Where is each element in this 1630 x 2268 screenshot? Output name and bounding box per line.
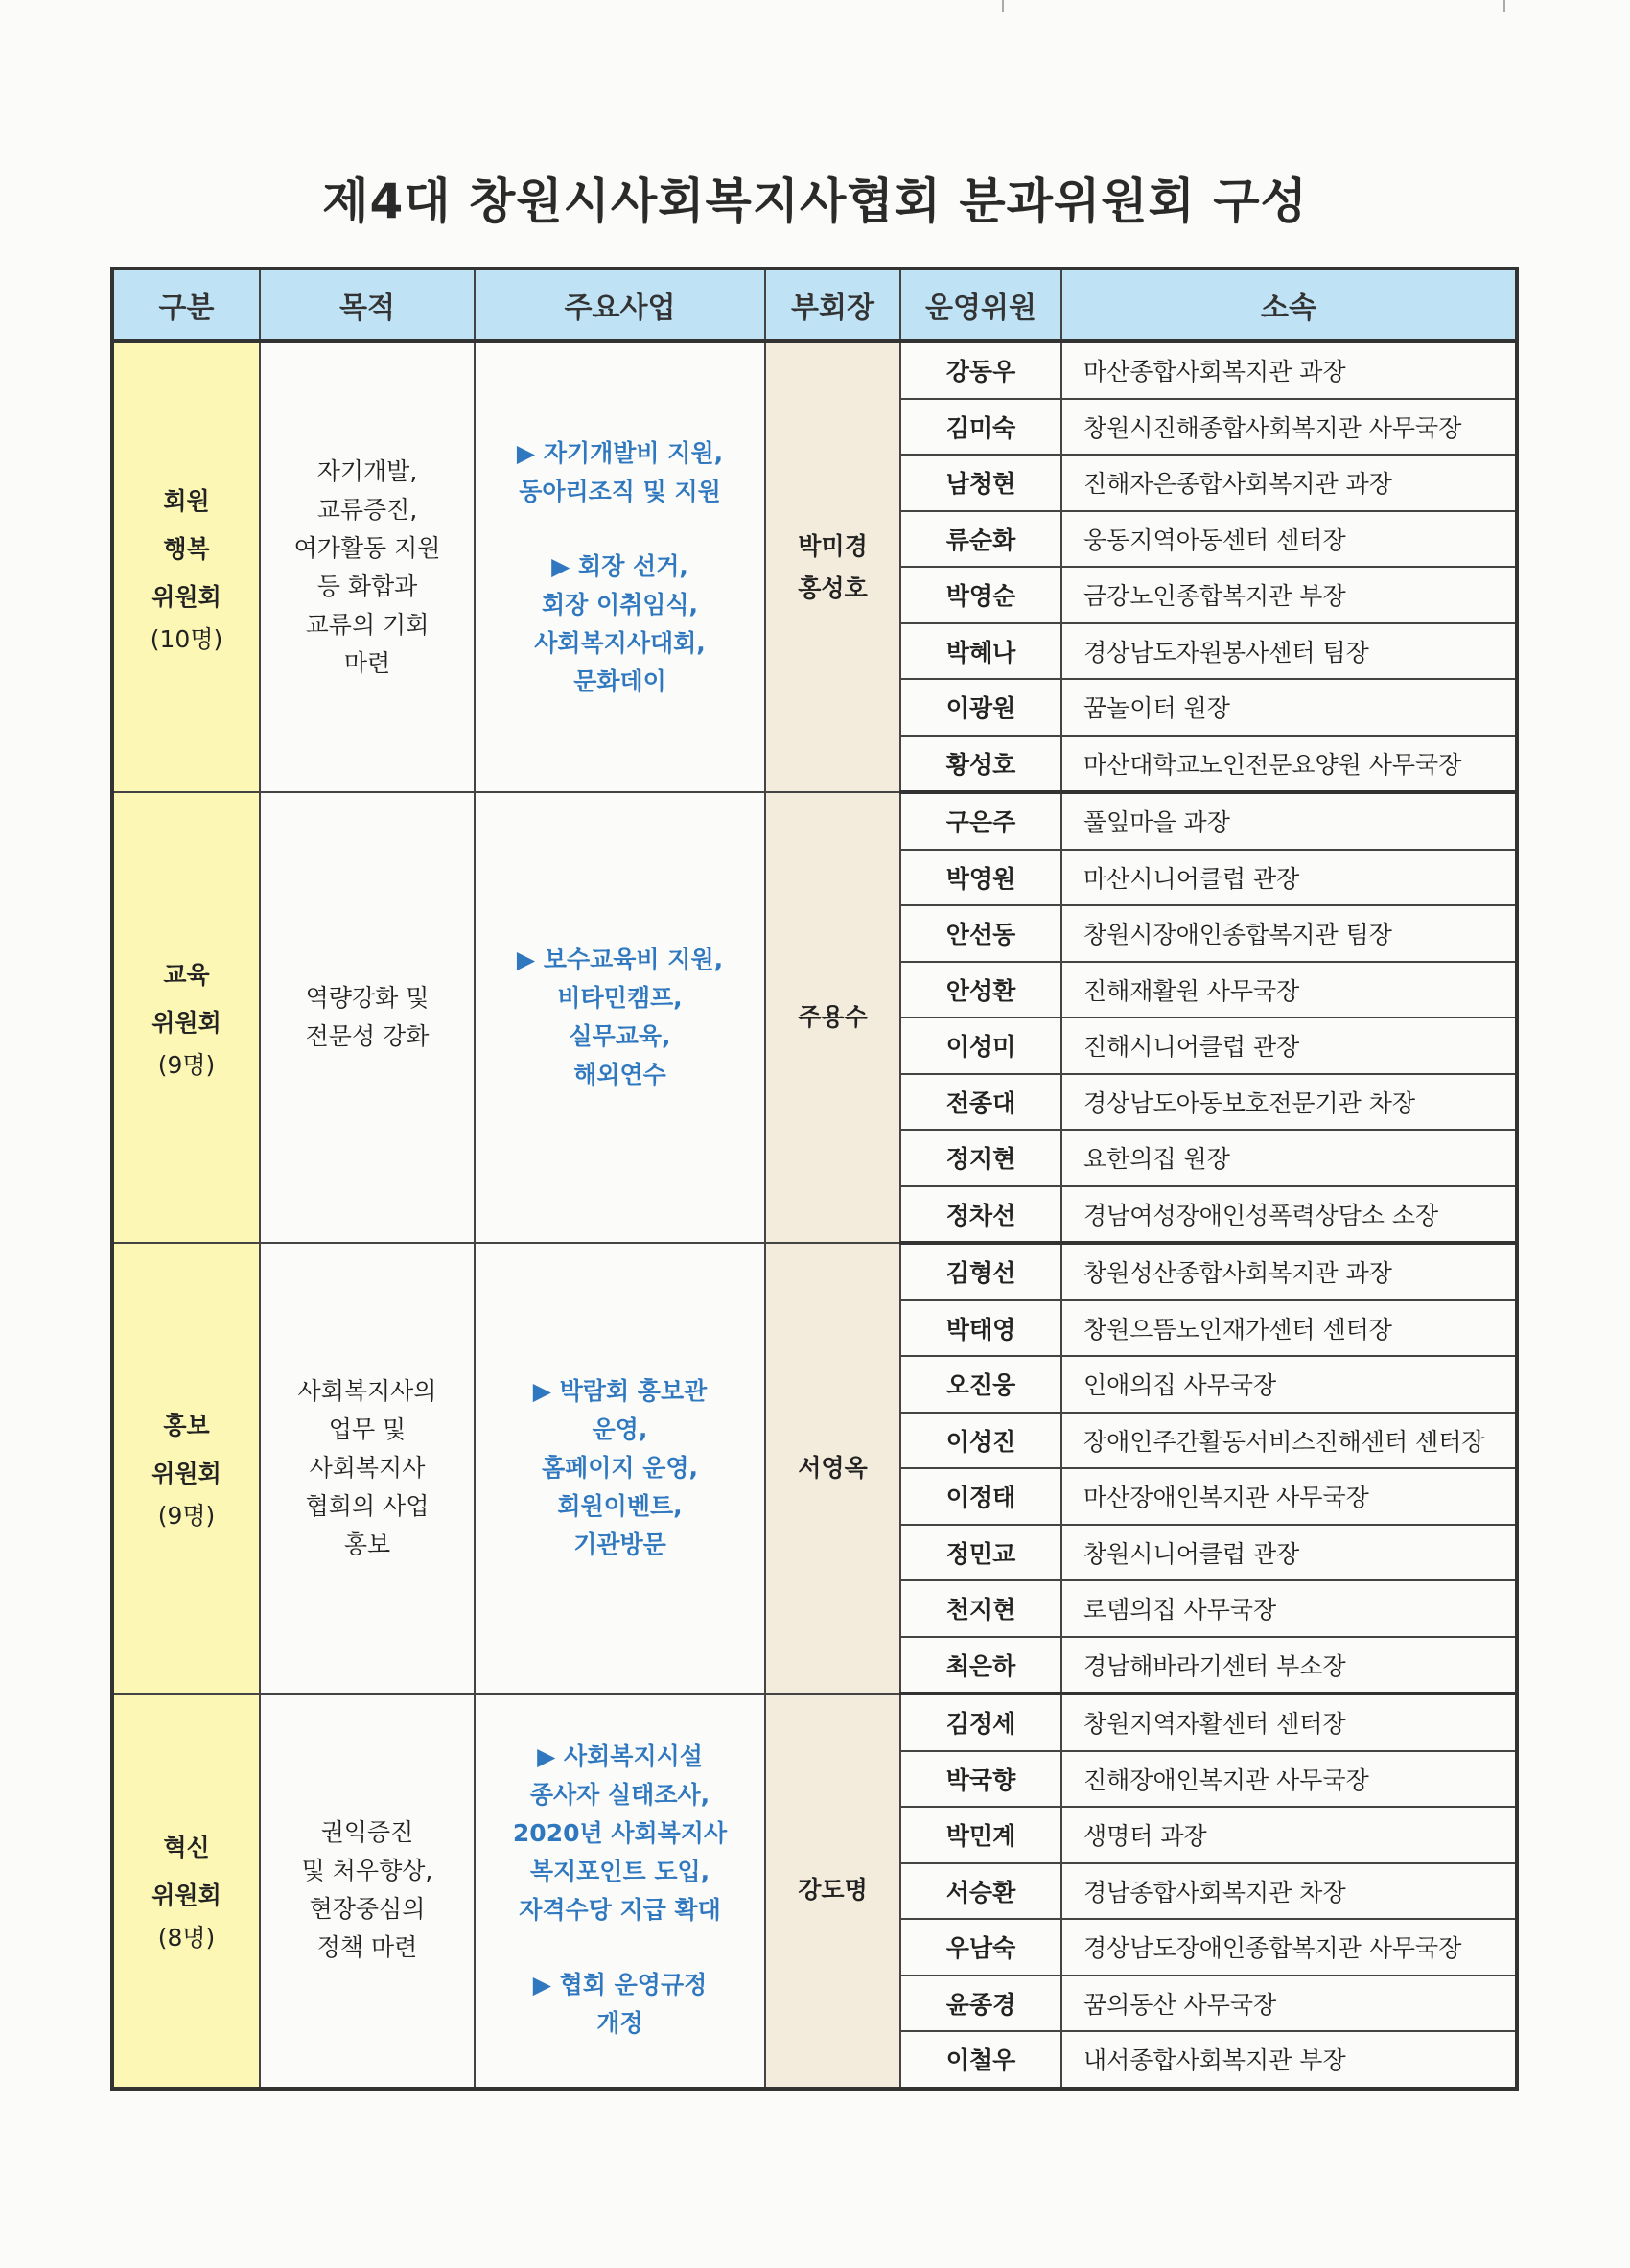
- business-line: ▶ 회장 선거,: [551, 551, 688, 580]
- member-name: 강동우: [900, 341, 1061, 399]
- member-name: 안선동: [900, 905, 1061, 962]
- business-line: 동아리조직 및 지원: [519, 477, 721, 505]
- member-name: 이성미: [900, 1017, 1061, 1074]
- member-name: 최은하: [900, 1637, 1061, 1695]
- member-affiliation: 창원시장애인종합복지관 팀장: [1061, 905, 1517, 962]
- member-affiliation: 경남해바라기센터 부소장: [1061, 1637, 1517, 1695]
- business-line: 비타민캠프,: [557, 984, 683, 1012]
- member-affiliation: 진해자은종합사회복지관 과장: [1061, 455, 1517, 511]
- member-name: 우남숙: [900, 1919, 1061, 1976]
- member-name: 전종대: [900, 1074, 1061, 1131]
- header-vice-president: 부회장: [765, 269, 900, 341]
- committee-name-line: 홍보: [163, 1412, 210, 1439]
- member-affiliation: 꿈놀이터 원장: [1061, 679, 1517, 736]
- committee-name-line: 위원회: [151, 1882, 221, 1910]
- member-affiliation: 경남여성장애인성폭력상담소 소장: [1061, 1186, 1517, 1244]
- purpose-line: 교류의 기회: [305, 610, 430, 639]
- committee-name-line: 위원회: [151, 582, 221, 611]
- member-name: 정지현: [900, 1130, 1061, 1186]
- member-affiliation: 마산장애인복지관 사무국장: [1061, 1468, 1517, 1525]
- business-line: 종사자 실태조사,: [529, 1781, 710, 1810]
- member-name: 이철우: [900, 2031, 1061, 2089]
- table-row: [112, 792, 1517, 850]
- business-spacer: [476, 1929, 764, 1966]
- member-name: 박영순: [900, 567, 1061, 623]
- vice-president-name: 강도명: [798, 1876, 868, 1905]
- vice-president-name: 서영옥: [798, 1454, 868, 1482]
- vice-president-name: 주용수: [798, 1003, 868, 1031]
- purpose-cell: [260, 1694, 475, 2089]
- business-line: ▶ 보수교육비 지원,: [516, 946, 724, 973]
- member-name: 김미숙: [900, 399, 1061, 456]
- business-cell: [475, 1243, 765, 1694]
- business-line: 운영,: [592, 1415, 648, 1443]
- purpose-line: 역량강화 및: [305, 984, 430, 1012]
- committee-name-line: 교육: [163, 961, 210, 989]
- purpose-line: 마련: [343, 648, 391, 677]
- committee-count: (9명): [157, 1502, 216, 1530]
- business-line: 기관방문: [573, 1531, 666, 1558]
- table-row: [112, 1694, 1517, 1751]
- business-line: 회원이벤트,: [557, 1492, 683, 1520]
- member-affiliation: 경남종합사회복지관 차장: [1061, 1863, 1517, 1920]
- member-name: 이광원: [900, 679, 1061, 736]
- business-line: 복지포인트 도입,: [529, 1858, 710, 1886]
- business-line: 문화데이: [573, 666, 666, 695]
- business-cell: [475, 341, 765, 792]
- member-affiliation: 경상남도장애인종합복지관 사무국장: [1061, 1919, 1517, 1976]
- member-affiliation: 생명터 과장: [1061, 1807, 1517, 1863]
- committee-count: (10명): [150, 624, 223, 653]
- member-affiliation: 요한의집 원장: [1061, 1130, 1517, 1186]
- purpose-line: 업무 및: [328, 1415, 407, 1443]
- purpose-line: 현장중심의: [309, 1895, 426, 1924]
- business-block: [476, 1372, 764, 1564]
- committee-name-cell: [112, 792, 260, 1243]
- business-line: 홈페이지 운영,: [541, 1454, 699, 1482]
- member-name: 천지현: [900, 1580, 1061, 1637]
- committee-table: [110, 267, 1519, 2091]
- member-affiliation: 로뎀의집 사무국장: [1061, 1580, 1517, 1637]
- member-name: 김형선: [900, 1243, 1061, 1300]
- member-name: 황성호: [900, 736, 1061, 793]
- business-block: [476, 434, 764, 511]
- purpose-cell: [260, 792, 475, 1243]
- vice-president-name: 홍성호: [798, 573, 868, 602]
- member-affiliation: 풀잎마을 과장: [1061, 792, 1517, 850]
- member-name: 이성진: [900, 1413, 1061, 1469]
- member-affiliation: 꿈의동산 사무국장: [1061, 1976, 1517, 2032]
- business-block: [476, 941, 764, 1094]
- committee-name-line: 혁신: [163, 1834, 210, 1862]
- business-line: ▶ 협회 운영규정: [532, 1971, 708, 1999]
- business-line: 자격수당 지급 확대: [519, 1896, 721, 1925]
- business-cell: [475, 792, 765, 1243]
- business-block: [476, 1738, 764, 1929]
- member-affiliation: 창원시니어클럽 관장: [1061, 1525, 1517, 1581]
- business-line: 실무교육,: [569, 1022, 671, 1050]
- vice-president-cell: [765, 792, 900, 1243]
- header-members: 운영위원: [900, 269, 1061, 341]
- committee-name-line: 위원회: [151, 1460, 221, 1487]
- committee-name-line: 회원: [163, 486, 210, 515]
- member-name: 박국향: [900, 1751, 1061, 1808]
- business-line: ▶ 박람회 홍보관: [532, 1377, 708, 1405]
- business-spacer: [476, 511, 764, 548]
- committee-name-line: 행복: [163, 534, 210, 563]
- member-name: 서승환: [900, 1863, 1061, 1920]
- committee-name-line: 위원회: [151, 1009, 221, 1037]
- member-affiliation: 진해장애인복지관 사무국장: [1061, 1751, 1517, 1808]
- page-title: 제4대 창원시사회복지사협회 분과위원회 구성: [322, 174, 1308, 229]
- purpose-line: 협회의 사업: [305, 1492, 430, 1520]
- table-row: [112, 341, 1517, 399]
- member-affiliation: 인애의집 사무국장: [1061, 1356, 1517, 1413]
- member-affiliation: 장애인주간활동서비스진해센터 센터장: [1061, 1413, 1517, 1469]
- committee-table-body: [112, 341, 1517, 2089]
- member-affiliation: 창원으뜸노인재가센터 센터장: [1061, 1300, 1517, 1357]
- header-purpose: 목적: [260, 269, 475, 341]
- purpose-line: 홍보: [343, 1531, 391, 1558]
- vice-president-cell: [765, 341, 900, 792]
- member-name: 박영원: [900, 850, 1061, 906]
- purpose-line: 사회복지사: [309, 1454, 426, 1482]
- business-line: ▶ 사회복지시설: [537, 1742, 703, 1771]
- purpose-line: 교류증진,: [316, 495, 418, 524]
- header-affiliation: 소속: [1061, 269, 1517, 341]
- member-name: 박혜나: [900, 623, 1061, 680]
- header-category: 구분: [112, 269, 260, 341]
- purpose-line: 자기개발,: [316, 456, 418, 485]
- committee-name-cell: [112, 1243, 260, 1694]
- member-name: 이정태: [900, 1468, 1061, 1525]
- member-affiliation: 금강노인종합복지관 부장: [1061, 567, 1517, 623]
- purpose-line: 및 처우향상,: [301, 1857, 433, 1885]
- member-affiliation: 창원시진해종합사회복지관 사무국장: [1061, 399, 1517, 456]
- committee-count: (9명): [157, 1051, 216, 1079]
- member-affiliation: 마산시니어클럽 관장: [1061, 850, 1517, 906]
- purpose-line: 권익증진: [320, 1818, 414, 1847]
- member-name: 박민계: [900, 1807, 1061, 1863]
- purpose-line: 사회복지사의: [297, 1377, 437, 1405]
- business-cell: [475, 1694, 765, 2089]
- business-line: 2020년 사회복지사: [512, 1819, 728, 1848]
- vice-president-name: 박미경: [798, 531, 868, 560]
- business-block: [476, 548, 764, 701]
- committee-name-cell: [112, 341, 260, 792]
- member-name: 정민교: [900, 1525, 1061, 1581]
- member-name: 안성환: [900, 962, 1061, 1018]
- member-name: 김정세: [900, 1694, 1061, 1751]
- vice-president-cell: [765, 1243, 900, 1694]
- table-row: [112, 1243, 1517, 1300]
- member-affiliation: 경상남도자원봉사센터 팀장: [1061, 623, 1517, 680]
- member-affiliation: 내서종합사회복지관 부장: [1061, 2031, 1517, 2089]
- header-row: [112, 269, 1517, 341]
- member-name: 류순화: [900, 511, 1061, 568]
- business-line: 사회복지사대회,: [534, 628, 706, 657]
- purpose-line: 정책 마련: [316, 1933, 418, 1962]
- member-affiliation: 진해시니어클럽 관장: [1061, 1017, 1517, 1074]
- business-line: 개정: [596, 2009, 643, 2038]
- purpose-line: 등 화합과: [316, 572, 418, 600]
- purpose-line: 여가활동 지원: [293, 533, 441, 562]
- member-name: 남청현: [900, 455, 1061, 511]
- member-affiliation: 창원성산종합사회복지관 과장: [1061, 1243, 1517, 1300]
- member-name: 박태영: [900, 1300, 1061, 1357]
- header-business: 주요사업: [475, 269, 765, 341]
- purpose-line: 전문성 강화: [305, 1022, 430, 1050]
- member-affiliation: 마산대학교노인전문요양원 사무국장: [1061, 736, 1517, 793]
- member-affiliation: 웅동지역아동센터 센터장: [1061, 511, 1517, 568]
- vice-president-cell: [765, 1694, 900, 2089]
- member-affiliation: 마산종합사회복지관 과장: [1061, 341, 1517, 399]
- scan-mark: [1503, 0, 1505, 12]
- business-line: 해외연수: [573, 1061, 666, 1088]
- business-line: 회장 이취임식,: [541, 590, 699, 619]
- member-name: 정차선: [900, 1186, 1061, 1244]
- purpose-cell: [260, 1243, 475, 1694]
- member-name: 구은주: [900, 792, 1061, 850]
- purpose-cell: [260, 341, 475, 792]
- member-affiliation: 창원지역자활센터 센터장: [1061, 1694, 1517, 1751]
- member-name: 윤종경: [900, 1976, 1061, 2032]
- business-line: ▶ 자기개발비 지원,: [516, 438, 724, 467]
- committee-count: (8명): [157, 1924, 216, 1952]
- scan-mark: [1002, 0, 1004, 12]
- committee-name-cell: [112, 1694, 260, 2089]
- member-name: 오진웅: [900, 1356, 1061, 1413]
- member-affiliation: 경상남도아동보호전문기관 차장: [1061, 1074, 1517, 1131]
- business-block: [476, 1966, 764, 2043]
- member-affiliation: 진해재활원 사무국장: [1061, 962, 1517, 1018]
